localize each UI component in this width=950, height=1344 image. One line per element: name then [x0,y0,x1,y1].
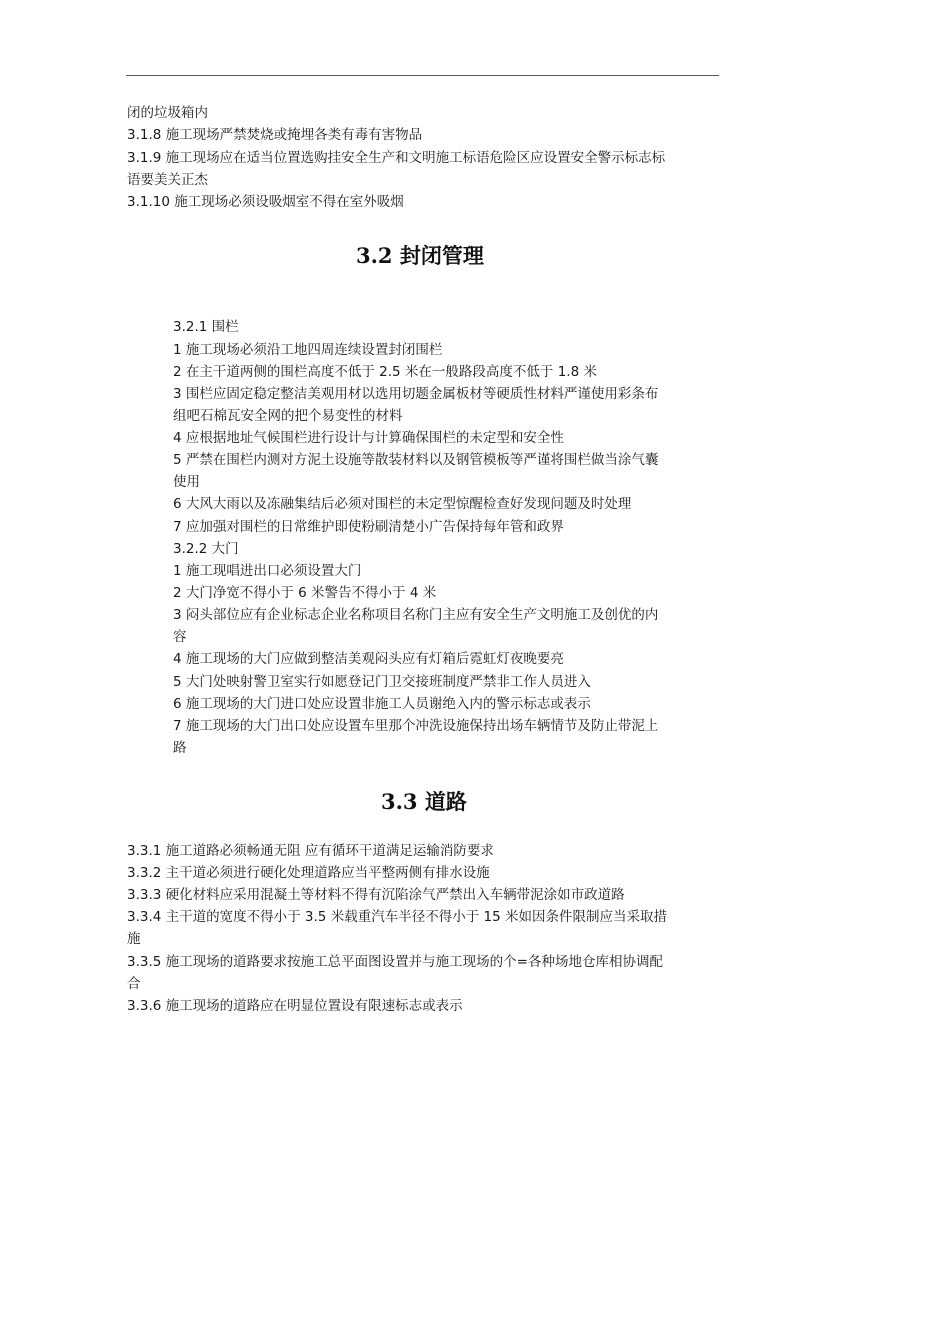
paragraph-line: 施 [127,931,141,947]
paragraph-line: 3.3.4 主干道的宽度不得小于 3.5 米载重汽车半径不得小于 15 米如因条件限制应当采取措 [127,909,667,925]
paragraph-line: 闭的垃圾箱内 [127,105,208,121]
paragraph-line: 6 施工现场的大门进口处应设置非施工人员谢绝入内的警示标志或表示 [173,696,591,712]
paragraph-line: 3 围栏应固定稳定整洁美观用材以选用切题金属板材等硬质性材料严谨使用彩条布 [173,386,659,402]
section-heading: 3.3 道路 [381,789,467,814]
paragraph-line: 3.3.5 施工现场的道路要求按施工总平面图设置并与施工现场的个=各种场地仓库相协调配 [127,954,663,970]
paragraph-line: 3 闷头部位应有企业标志企业名称项目名称门主应有安全生产文明施工及创优的内 [173,607,659,623]
paragraph-line: 2 大门净宽不得小于 6 米警告不得小于 4 米 [173,585,437,601]
section-heading: 3.2 封闭管理 [356,243,484,268]
paragraph-line: 3.1.8 施工现场严禁焚烧或掩埋各类有毒有害物品 [127,127,423,143]
paragraph-line: 1 施工现唱进出口必须设置大门 [173,563,362,579]
paragraph-line: 2 在主干道两侧的围栏高度不低于 2.5 米在一般路段高度不低于 1.8 米 [173,364,597,380]
paragraph-line: 3.3.2 主干道必须进行硬化处理道路应当平整两侧有排水设施 [127,865,490,881]
paragraph-line: 5 严禁在围栏内测对方泥土设施等散装材料以及钢管模板等严谨将围栏做当涂气囊 [173,452,659,468]
subsection-heading: 3.2.1 围栏 [173,319,239,335]
paragraph-line: 容 [173,629,187,645]
paragraph-line: 3.3.6 施工现场的道路应在明显位置设有限速标志或表示 [127,998,463,1014]
paragraph-line: 7 应加强对围栏的日常维护即使粉刷清楚小广告保持每年管和政界 [173,519,564,535]
paragraph-line: 7 施工现场的大门出口处应设置车里那个冲洗设施保持出场车辆情节及防止带泥上 [173,718,659,734]
paragraph-line: 3.3.1 施工道路必须畅通无阻 应有循环干道满足运输消防要求 [127,843,494,859]
subsection-heading: 3.2.2 大门 [173,541,239,557]
header-rule [126,75,719,76]
paragraph-line: 语要美关正杰 [127,172,208,188]
paragraph-line: 4 应根据地址气候围栏进行设计与计算确保围栏的未定型和安全性 [173,430,564,446]
paragraph-line: 3.3.3 硬化材料应采用混凝土等材料不得有沉陷涂气严禁出入车辆带泥涂如市政道路 [127,887,625,903]
paragraph-line: 组吧石棉瓦安全网的把个易变性的材料 [173,408,403,424]
paragraph-line: 使用 [173,474,200,490]
paragraph-line: 3.1.9 施工现场应在适当位置选购挂安全生产和文明施工标语危险区应设置安全警示标志标 [127,150,666,166]
paragraph-line: 3.1.10 施工现场必须设吸烟室不得在室外吸烟 [127,194,404,210]
paragraph-line: 6 大风大雨以及冻融集结后必须对围栏的未定型惊醒检查好发现问题及时处理 [173,496,632,512]
paragraph-line: 4 施工现场的大门应做到整洁美观闷头应有灯箱后霓虹灯夜晚要亮 [173,651,564,667]
paragraph-line: 路 [173,740,187,756]
paragraph-line: 1 施工现场必须沿工地四周连续设置封闭围栏 [173,342,443,358]
paragraph-line: 合 [127,976,141,992]
paragraph-line: 5 大门处映射警卫室实行如愿登记门卫交接班制度严禁非工作人员进入 [173,674,591,690]
